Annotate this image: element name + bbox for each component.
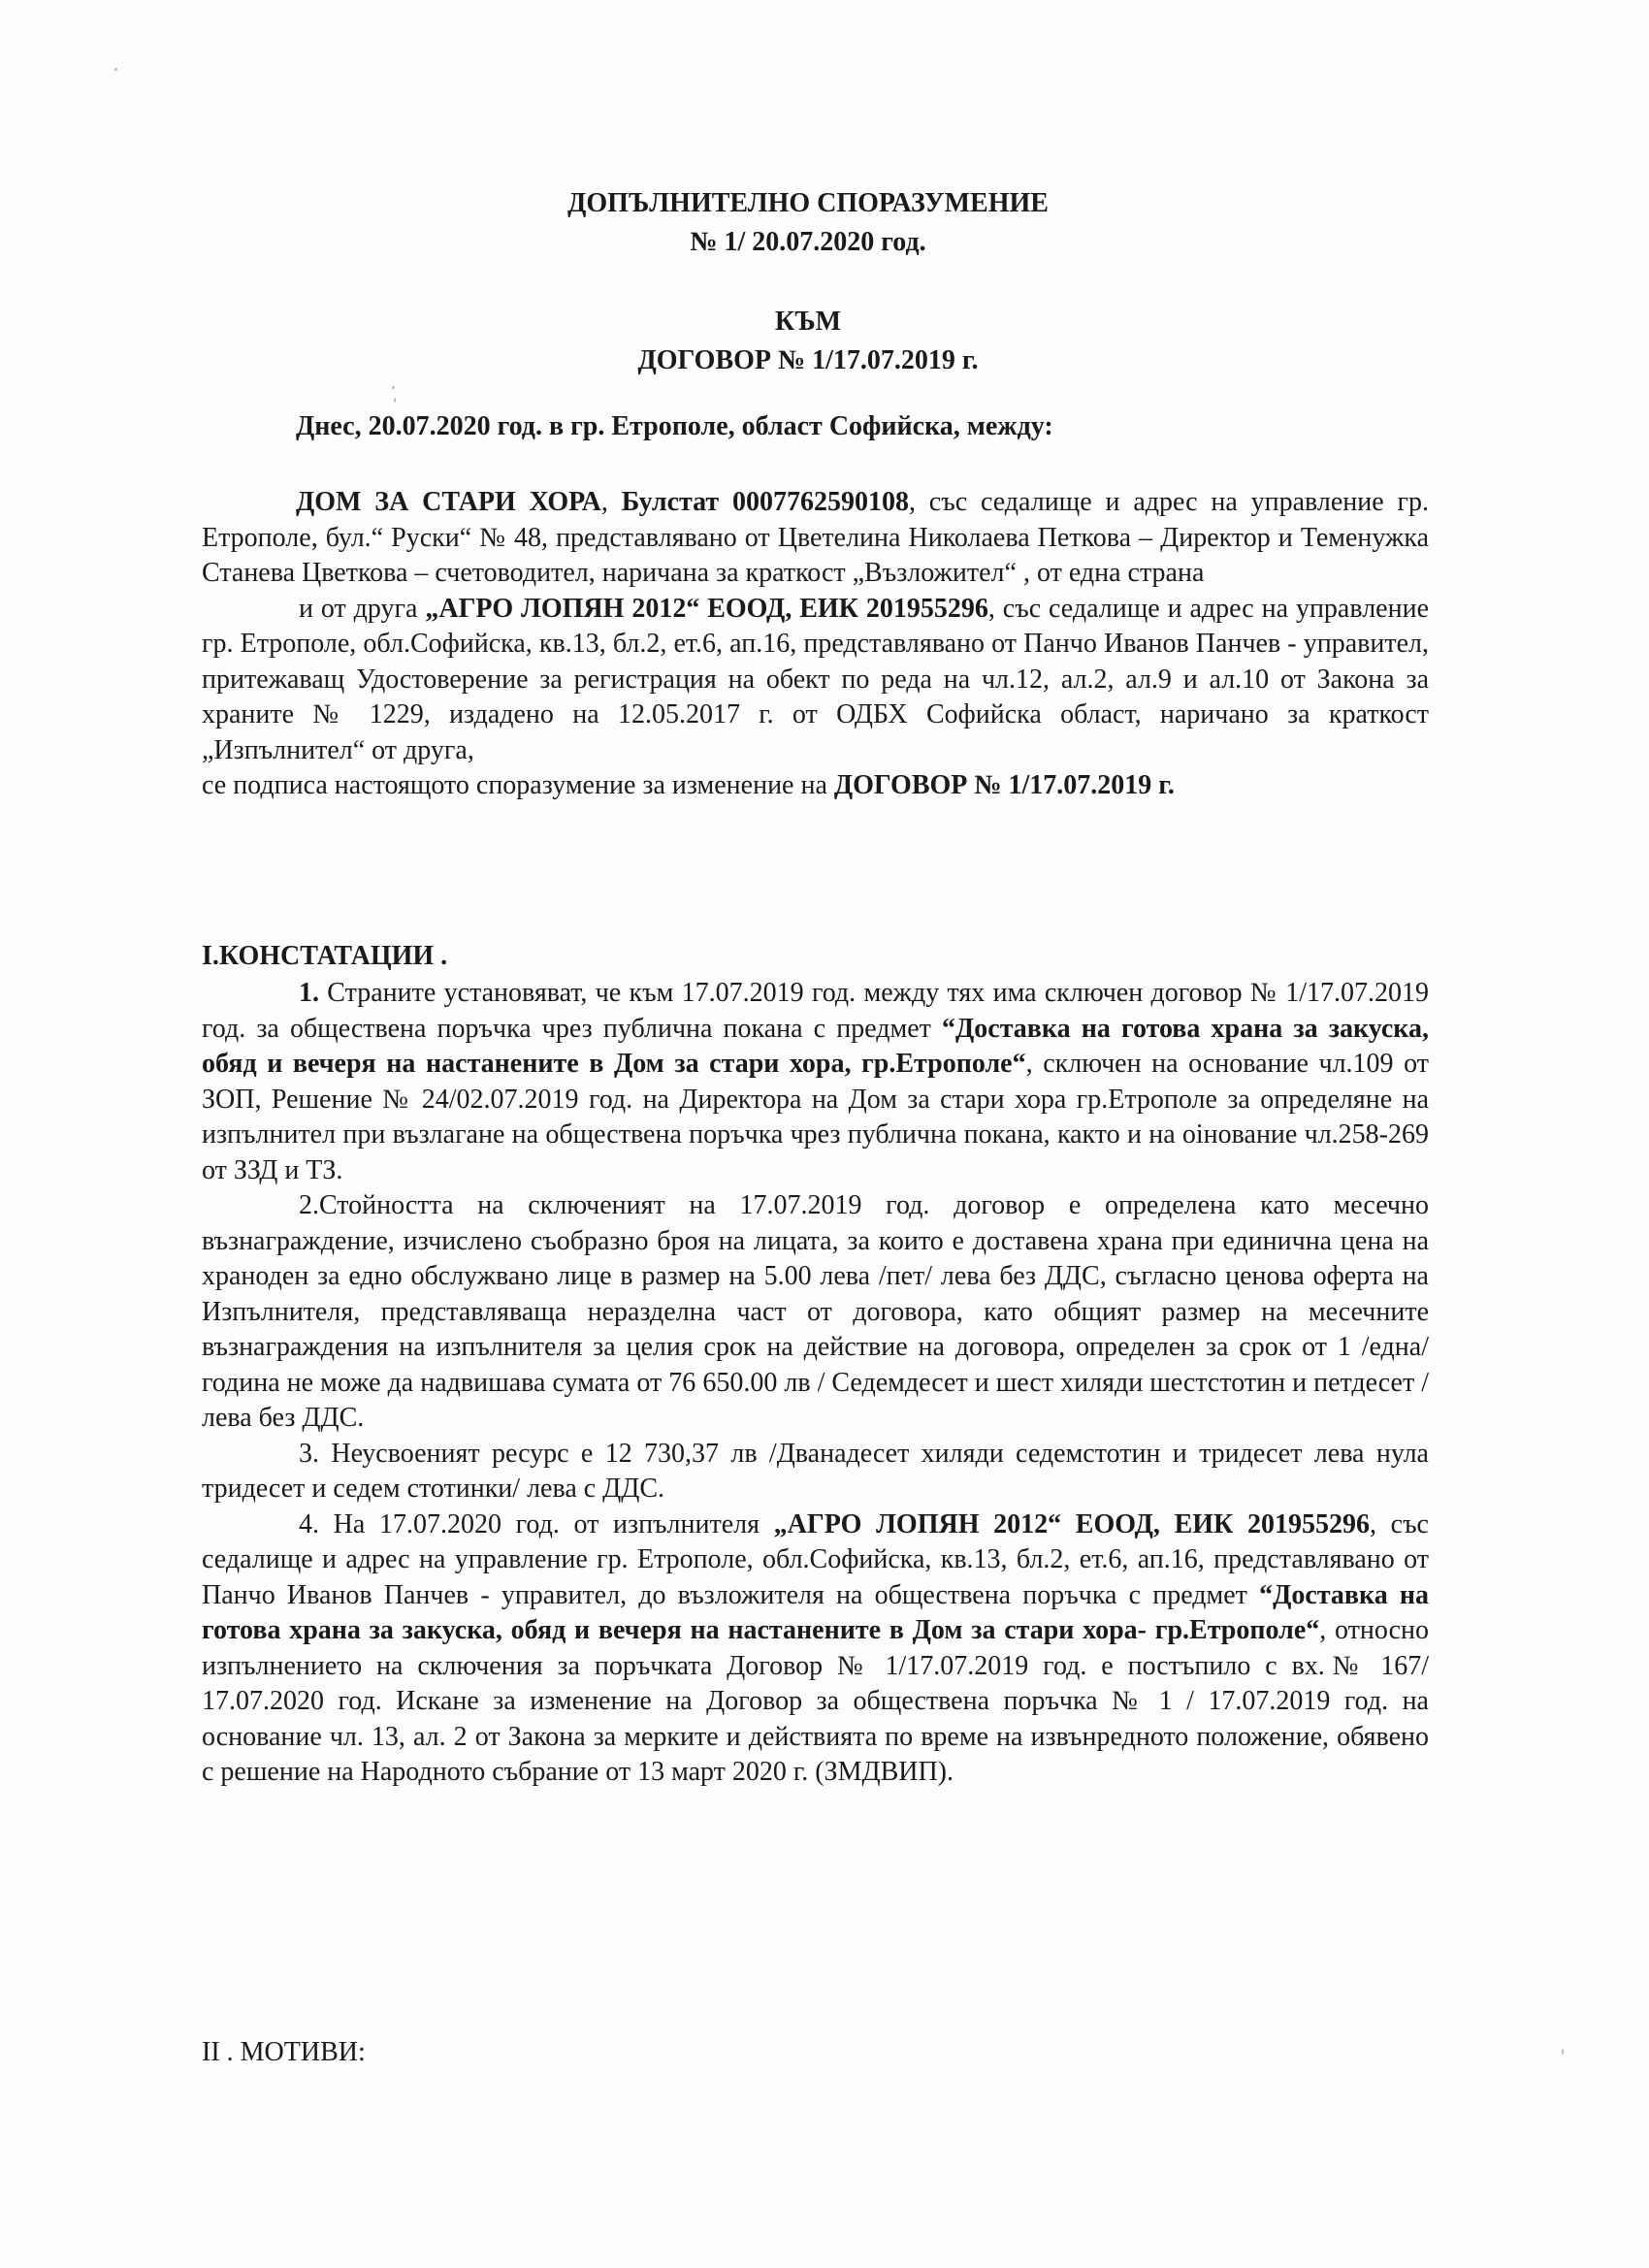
finding-4-text-a: 4. На 17.07.2020 год. от изпълнителя xyxy=(299,1508,774,1539)
party-2-lead: и от друга xyxy=(299,593,426,624)
finding-1-number: 1. xyxy=(299,978,319,1008)
scan-speck xyxy=(394,398,396,403)
signed-text: се подписа настоящото споразумение за изменение на xyxy=(202,770,834,800)
finding-4-contractor: „АГРО ЛОПЯН 2012“ ЕООД, ЕИК 201955296 xyxy=(773,1508,1370,1539)
party-1-paragraph xyxy=(202,485,1429,592)
finding-4-text-b: , със седалище и адрес на управление гр. Етрополе, обл.Софийска, кв.13, бл.2, ет.6, ап.16, представлявано от Панчо Иванов Панчев - управител, до възложителя на обществена поръчка с предмет xyxy=(202,1508,1429,1610)
section-2-heading xyxy=(202,2035,366,2070)
section-1-title: I.КОНСТАТАЦИИ . xyxy=(202,941,448,971)
party-2-paragraph xyxy=(202,592,1429,769)
section-1-heading xyxy=(202,939,447,974)
finding-4 xyxy=(202,1507,1429,1791)
intro-text: Днес, 20.07.2020 год. в гр. Етрополе, област Софийска, между: xyxy=(296,411,1053,441)
scan-speck xyxy=(1562,2049,1564,2055)
document-title xyxy=(0,184,1616,262)
party-1-bulstat: Булстат 0007762590108 xyxy=(621,487,909,517)
section-2-title: II . МОТИВИ: xyxy=(202,2037,366,2067)
finding-1 xyxy=(202,976,1429,1188)
signed-paragraph xyxy=(202,768,1429,804)
party-1-name: ДОМ ЗА СТАРИ ХОРА xyxy=(296,487,601,517)
section-1-body xyxy=(202,976,1429,1791)
title-line-1: ДОПЪЛНИТЕЛНО СПОРАЗУМЕНИЕ xyxy=(567,188,1049,218)
scan-speck xyxy=(392,386,395,389)
finding-1-text-a: Страните установяват, че към 17.07.2019 год. между тях има сключен договор № 1/17.07.2019 год. за обществена поръчка чрез публична покана с предмет xyxy=(202,978,1429,1044)
party-2-details: , със седалище и адрес на управление гр. Етрополе, обл.Софийска, кв.13, бл.2, ет.6, ап.16, представлявано от Панчо Иванов Панчев - управител, притежаващ Удостоверение за регистрация на обект по реда на чл.12, ал.2, ал.9 и ал.10 от Закона за храните № 1229, издадено на 12.05.2017 г. от ОДБХ Софийска област, наричано за краткост „Изпълнител“ от друга, xyxy=(202,593,1429,765)
signed-contract: ДОГОВОР № 1/17.07.2019 г. xyxy=(833,770,1175,800)
party-2-name: „АГРО ЛОПЯН 2012“ ЕООД, ЕИК 201955296 xyxy=(425,593,988,624)
finding-4-subject: “Доставка на готова храна за закуска, обяд и вечеря на настанените в Дом за стари хора- гр.Етрополе“ xyxy=(202,1579,1430,1645)
finding-4-text-c: , относно изпълнението на сключения за поръчката Договор № 1/17.07.2019 год. е постъпило с вх.№ 167/ 17.07.2020 год. Искане за изменение на Договор за обществена поръчка № 1 / 17.07.2019 год. на основание чл. 13, ал. 2 от Закона за мерките и действията по време на извънредното положение, обявено с решение на Народното събрание от 13 март 2020 г. (ЗМДВИП). xyxy=(202,1615,1429,1787)
parties-block xyxy=(202,485,1429,804)
finding-1-text-b: , сключен на основание чл.109 от ЗОП, Решение № 24/02.07.2019 год. на Директора на Дом за стари хора гр.Етрополе за определяне на изпълнител при възлагане на обществена поръчка чрез публична покана, както и на оiнование чл.258-269 от ЗЗД и ТЗ. xyxy=(202,1049,1430,1185)
finding-1-subject: “Доставка на готова храна за закуска, обяд и вечеря на настанените в Дом за стари хора, гр.Етрополе“ xyxy=(202,1013,1429,1079)
scan-speck xyxy=(114,68,117,71)
title-line-2: № 1/ 20.07.2020 год. xyxy=(690,227,926,257)
party-1-sep: , xyxy=(600,487,622,517)
intro-line xyxy=(296,409,1053,444)
finding-3: 3. Неусвоеният ресурс е 12 730,37 лв /Дванадесет хиляди седемстотин и тридесет лева нула тридесет и седем стотинки/ лева с ДДС. xyxy=(202,1438,1429,1504)
title-line-4: ДОГОВОР № 1/17.07.2019 г. xyxy=(637,345,979,375)
finding-2: 2.Стойността на сключеният на 17.07.2019 год. договор е определена като месечно възнаграждение, изчислено съобразно броя на лицата, за които е доставена храна при единична цена на храноден за едно обслужвано лице в размер на 5.00 лева /пет/ лева без ДДС, съгласно ценова оферта на Изпълнителя, представляваща неразделна част от договора, като общият размер на месечните възнаграждения на изпълнителя за целия срок на действие на договора, определен за срок от 1 /една/ година не може да надвишава сумата от 76 650.00 лв / Седемдесет и шест хиляди шестстотин и петдесет /лева без ДДС. xyxy=(202,1190,1429,1433)
document-subtitle xyxy=(0,303,1616,380)
title-line-3: КЪМ xyxy=(774,307,842,337)
party-1-details: , със седалище и адрес на управление гр. Етрополе, бул.“ Руски“ № 48, представлявано от Цветелина Николаева Петкова – Директор и Теменужка Станева Цветкова – счетоводител, наричана за краткост „Възложител“ , от една страна xyxy=(202,487,1429,588)
